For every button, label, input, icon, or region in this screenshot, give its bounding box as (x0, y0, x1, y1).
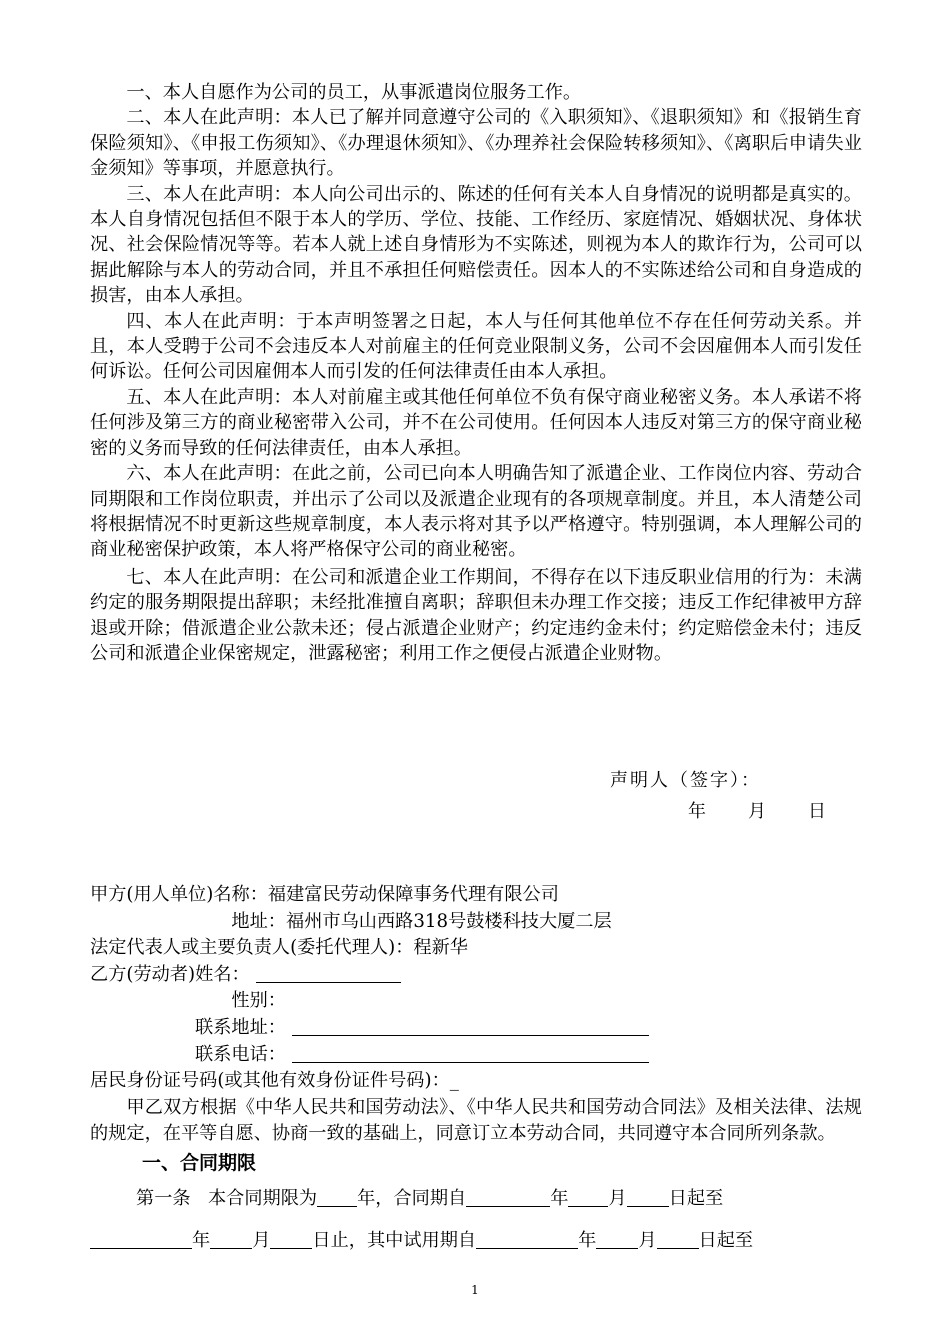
party-b-row (90, 962, 862, 989)
declaration-section (90, 80, 862, 666)
trial-start-month-blank[interactable] (596, 1228, 638, 1249)
declaration-item-6: 六、本人在此声明：在此之前，公司已向本人明确告知了派遣企业、工作岗位内容、劳动合同期限和工作岗位职责，并出示了公司以及派遣企业现有的各项规章制度。并且，本人清楚公司将根据情况不时更新这些规章制度，本人表示将对其予以严格遵守。特别强调，本人理解公司的商业秘密保护政策，本人将严格保守公司的商业秘密。 (90, 463, 862, 561)
article-1-label: 第一条 (136, 1187, 191, 1209)
contract-intro: 甲乙双方根据《中华人民共和国劳动法》、《中华人民共和国劳动合同法》及相关法律、法规的规定，在平等自愿、协商一致的基础上，同意订立本劳动合同，共同遵守本合同所列条款。 (90, 1096, 862, 1145)
address-value: 福州市乌山西路318号鼓楼科技大厦二层 (286, 910, 612, 932)
date-year-label: 年 (688, 801, 706, 822)
signature-label: 声明人（签字）： (610, 770, 761, 791)
phone-blank[interactable] (292, 1044, 649, 1063)
article-1-text-b: 年，合同期自 (357, 1187, 467, 1209)
trial-start-day-blank[interactable] (657, 1228, 699, 1249)
date-month-label: 月 (748, 801, 766, 822)
legal-rep-value: 程新华 (413, 937, 468, 959)
end-year-blank[interactable] (90, 1228, 192, 1249)
start-day-label: 日起至 (668, 1187, 724, 1209)
trial-start-year-blank[interactable] (476, 1228, 578, 1249)
gender-row (90, 988, 862, 1015)
start-month-blank[interactable] (568, 1186, 608, 1207)
declaration-item-3: 三、本人在此声明：本人向公司出示的、陈述的任何有关本人自身情况的说明都是真实的。本人自身情况包括但不限于本人的学历、学位、技能、工作经历、家庭情况、婚姻状况、身体状况、社会保险情况等等。若本人就上述自身情形为不实陈述，则视为本人的欺诈行为，公司可以据此解除与本人的劳动合同，并且不承担任何赔偿责任。因本人的不实陈述给公司和自身造成的损害，由本人承担。 (90, 183, 862, 307)
contact-address-row (90, 1015, 862, 1042)
party-b-name-blank[interactable] (256, 964, 401, 983)
id-label: 居民身份证号码(或其他有效身份证件号码)： (90, 1070, 450, 1092)
end-month-label: 月 (252, 1229, 271, 1251)
signature-date (688, 797, 868, 823)
trial-start-year-label: 年 (578, 1229, 597, 1251)
contact-address-label: 联系地址： (195, 1016, 286, 1038)
party-a-name: 福建富民劳动保障事务代理有限公司 (267, 884, 559, 905)
end-day-blank[interactable] (270, 1228, 312, 1249)
declaration-item-4: 四、本人在此声明：于本声明签署之日起，本人与任何其他单位不存在任何劳动关系。并且，本人受聘于公司不会违反本人对前雇主的任何竞业限制义务，公司不会因雇佣本人而引发任何诉讼。任何公司因雇佣本人而引发的任何法律责任由本人承担。 (90, 310, 862, 383)
article-1-line-2 (90, 1220, 862, 1262)
party-a-row (90, 882, 862, 909)
article-1 (90, 1178, 862, 1262)
legal-rep-label: 法定代表人或主要负责人(委托代理人)： (90, 937, 414, 959)
contract-section (90, 882, 862, 1262)
term-years-blank[interactable] (317, 1186, 357, 1207)
legal-rep-row (90, 935, 862, 962)
start-year-label: 年 (550, 1187, 569, 1209)
trial-start-month-label: 月 (638, 1229, 657, 1251)
start-day-blank[interactable] (627, 1186, 669, 1207)
id-value: _ (449, 1070, 459, 1092)
party-b-label: 乙方(劳动者)姓名： (90, 963, 250, 985)
end-day-trial-label: 日止，其中试用期自 (312, 1229, 477, 1251)
gender-label: 性别： (231, 990, 286, 1012)
declaration-item-7: 七、本人在此声明：在公司和派遣企业工作期间，不得存在以下违反职业信用的行为：未满约定的服务期限提出辞职；未经批准擅自离职；辞职但未办理工作交接；违反工作纪律被甲方辞退或开除；借派遣企业公款未还；侵占派遣企业财产；约定违约金未付；约定赔偿金未付；违反公司和派遣企业保密规定，泄露秘密；利用工作之便侵占派遣企业财物。 (90, 566, 862, 664)
party-a-label: 甲方(用人单位)名称： (90, 884, 268, 905)
article-1-line-1 (90, 1178, 862, 1220)
section-1-heading: 一、合同期限 (142, 1151, 257, 1174)
contact-address-blank[interactable] (292, 1017, 649, 1036)
declaration-item-1: 一、本人自愿作为公司的员工，从事派遣岗位服务工作。 (126, 82, 582, 103)
start-month-label: 月 (608, 1187, 627, 1209)
phone-label: 联系电话： (195, 1043, 286, 1065)
phone-row (90, 1042, 862, 1069)
declaration-item-2: 二、本人在此声明：本人已了解并同意遵守公司的《入职须知》、《退职须知》和《报销生育保险须知》、《申报工伤须知》、《办理退休须知》、《办理养社会保险转移须知》、《离职后申请失业金须知》等事项，并愿意执行。 (90, 107, 862, 180)
end-year-label: 年 (192, 1229, 211, 1251)
end-month-blank[interactable] (210, 1228, 252, 1249)
id-row (90, 1068, 862, 1095)
address-row (90, 909, 862, 936)
date-day-label: 日 (808, 801, 826, 822)
declaration-item-5: 五、本人在此声明：本人对前雇主或其他任何单位不负有保守商业秘密义务。本人承诺不将任何涉及第三方的商业秘密带入公司，并不在公司使用。任何因本人违反对第三方的保守商业秘密的义务而导致的任何法律责任，由本人承担。 (90, 386, 862, 459)
page-number: 1 (471, 1283, 479, 1297)
trial-start-day-label: 日起至 (698, 1229, 754, 1251)
address-label: 地址： (231, 910, 286, 932)
start-year-blank[interactable] (466, 1186, 550, 1207)
article-1-text-a: 本合同期限为 (207, 1187, 318, 1209)
